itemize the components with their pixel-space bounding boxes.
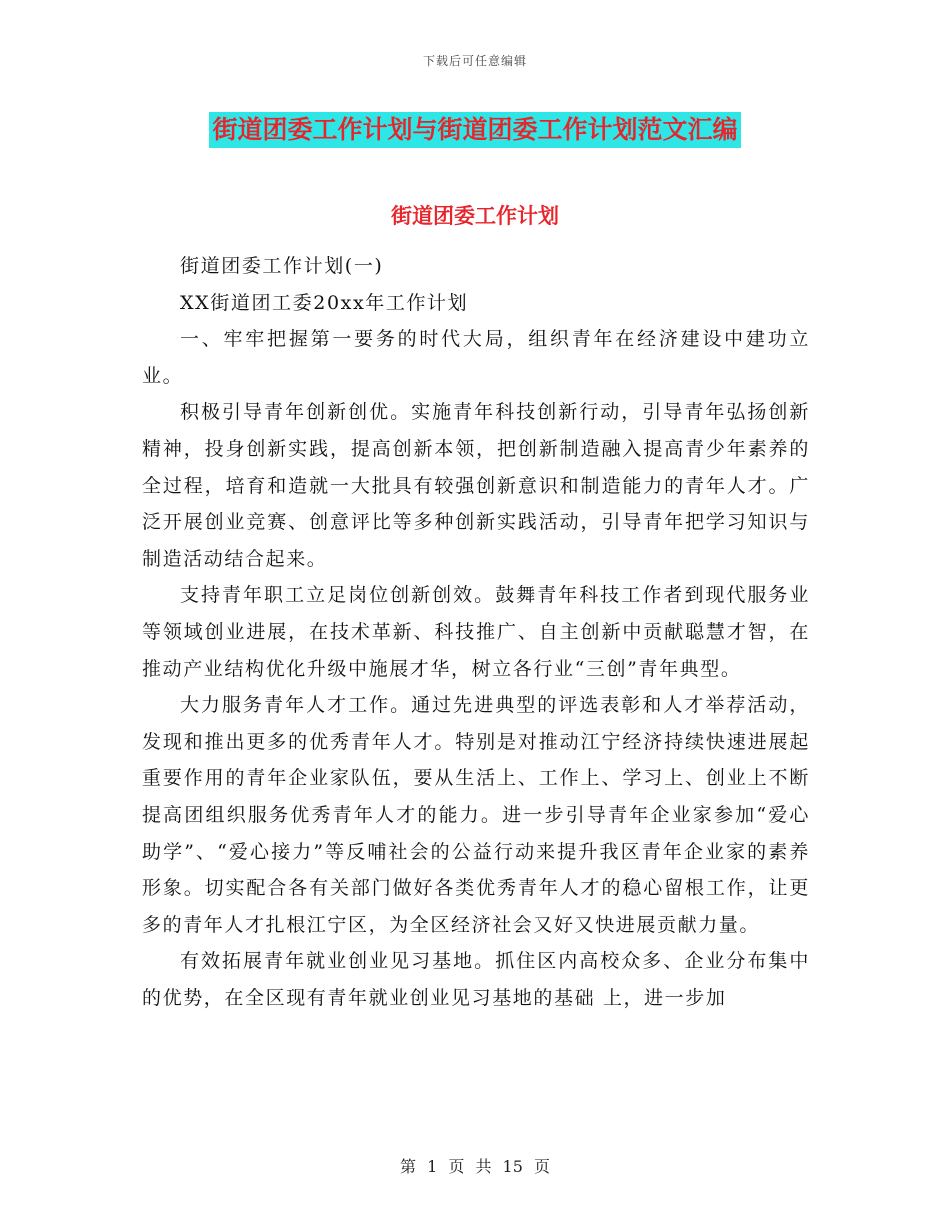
document-title-text: 街道团委工作计划与街道团委工作计划范文汇编 (209, 112, 740, 148)
section-title: 街道团委工作计划 (391, 204, 559, 228)
paragraph: 支持青年职工立足岗位创新创效。鼓舞青年科技工作者到现代服务业等领域创业进展，在技术革新、科技推广、自主创新中贡献聪慧才智，在推动产业结构优化升级中施展才华，树立各行业“三创”青年典型。 (142, 584, 810, 680)
paragraph: 积极引导青年创新创优。实施青年科技创新行动，引导青年弘扬创新精神，投身创新实践，提高创新本领，把创新制造融入提高青少年素养的全过程，培育和造就一大批具有较强创新意识和制造能力的青年人才。广泛开展创业竞赛、创意评比等多种创新实践活动，引导青年把学习知识与制造活动结合起来。 (142, 401, 810, 570)
paragraph: 有效拓展青年就业创业见习基地。抓住区内高校众多、企业分布集中的优势，在全区现有青年就业创业见习基地的基础 上，进一步加 (142, 950, 810, 1009)
document-body (142, 248, 810, 1016)
paragraph: 一、牢牢把握第一要务的时代大局，组织青年在经济建设中建功立业。 (142, 328, 810, 387)
page-header-note: 下载后可任意编辑 (422, 54, 527, 68)
paragraph: XX街道团工委20xx年工作计划 (180, 291, 469, 314)
page-number: 第 1 页 共 15 页 (400, 1157, 550, 1176)
document-title (0, 112, 950, 148)
paragraph: 大力服务青年人才工作。通过先进典型的评选表彰和人才举荐活动，发现和推出更多的优秀青年人才。特别是对推动江宁经济持续快速进展起重要作用的青年企业家队伍，要从生活上、工作上、学习上、创业上不断提高团组织服务优秀青年人才的能力。进一步引导青年企业家参加“爱心助学”、“爱心接力”等反哺社会的公益行动来提升我区青年企业家的素养形象。切实配合各有关部门做好各类优秀青年人才的稳心留根工作，让更多的青年人才扎根江宁区，为全区经济社会又好又快进展贡献力量。 (142, 694, 810, 936)
paragraph: 街道团委工作计划(一) (180, 255, 384, 277)
